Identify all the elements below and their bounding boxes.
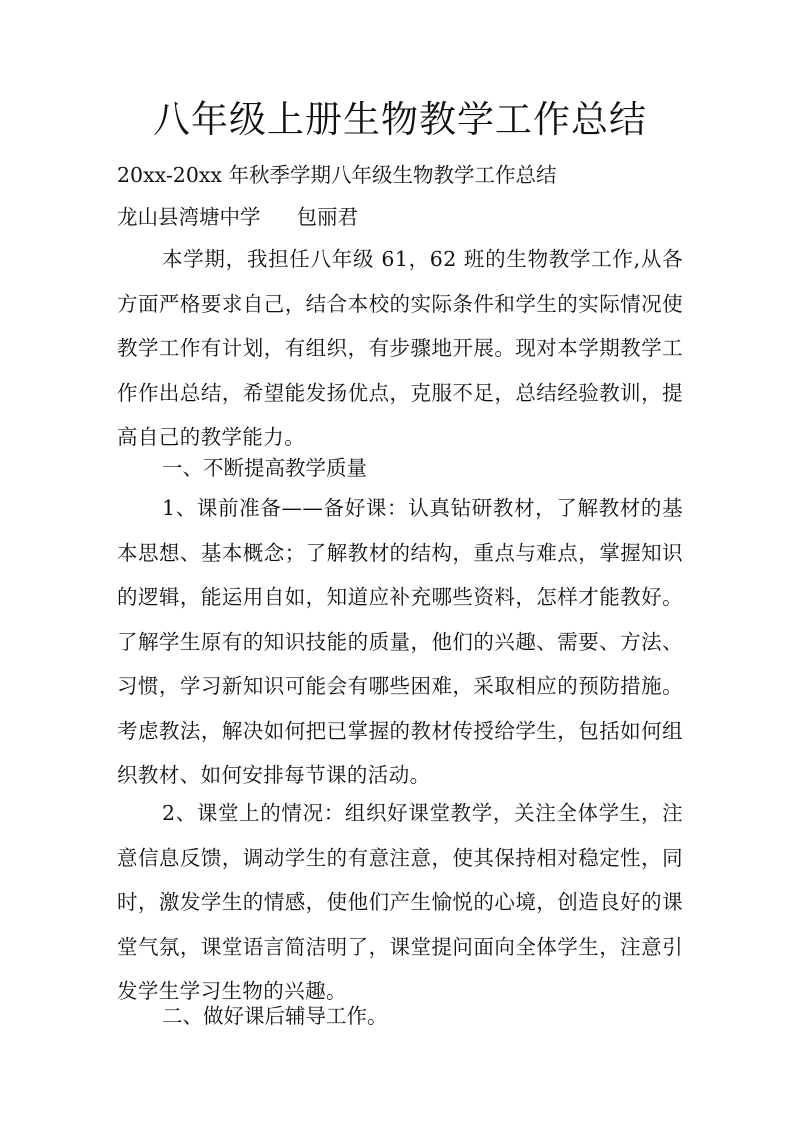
intro-paragraph: 本学期，我担任八年级 61，62 班的生物教学工作,从各方面严格要求自己，结合本校的实际条件和学生的实际情况使教学工作有计划，有组织，有步骤地开展。现对本学期教学工作作出总结，希望能发扬优点，克服不足，总结经验教训，提高自己的教学能力。	[117, 247, 683, 449]
author-line	[117, 202, 358, 232]
item-1-paragraph: 1、课前准备——备好课：认真钻研教材，了解教材的基本思想、基本概念；了解教材的结构，重点与难点，掌握知识的逻辑，能运用自如，知道应补充哪些资料，怎样才能教好。了解学生原有的知识技能的质量，他们的兴趣、需要、方法、习惯，学习新知识可能会有哪些困难，采取相应的预防措施。考虑教法，解决如何把已掌握的教材传授给学生，包括如何组织教材、如何安排每节课的活动。	[117, 496, 683, 787]
school-name: 龙山县湾塘中学	[117, 205, 261, 229]
author-name: 包丽君	[296, 205, 358, 229]
section-heading-2: 二、做好课后辅导工作。	[162, 1004, 388, 1028]
document-subtitle: 20xx-20xx 年秋季学期八年级生物教学工作总结	[117, 163, 557, 187]
item-2-paragraph: 2、课堂上的情况：组织好课堂教学，关注全体学生，注意信息反馈，调动学生的有意注意，使其保持相对稳定性，同时，激发学生的情感，使他们产生愉悦的心境，创造良好的课堂气氛，课堂语言简洁明了，课堂提问面向全体学生，注意引发学生学习生物的兴趣。	[117, 801, 683, 1003]
section-heading-1: 一、不断提高教学质量	[162, 456, 367, 480]
document-title: 八年级上册生物教学工作总结	[153, 98, 647, 141]
